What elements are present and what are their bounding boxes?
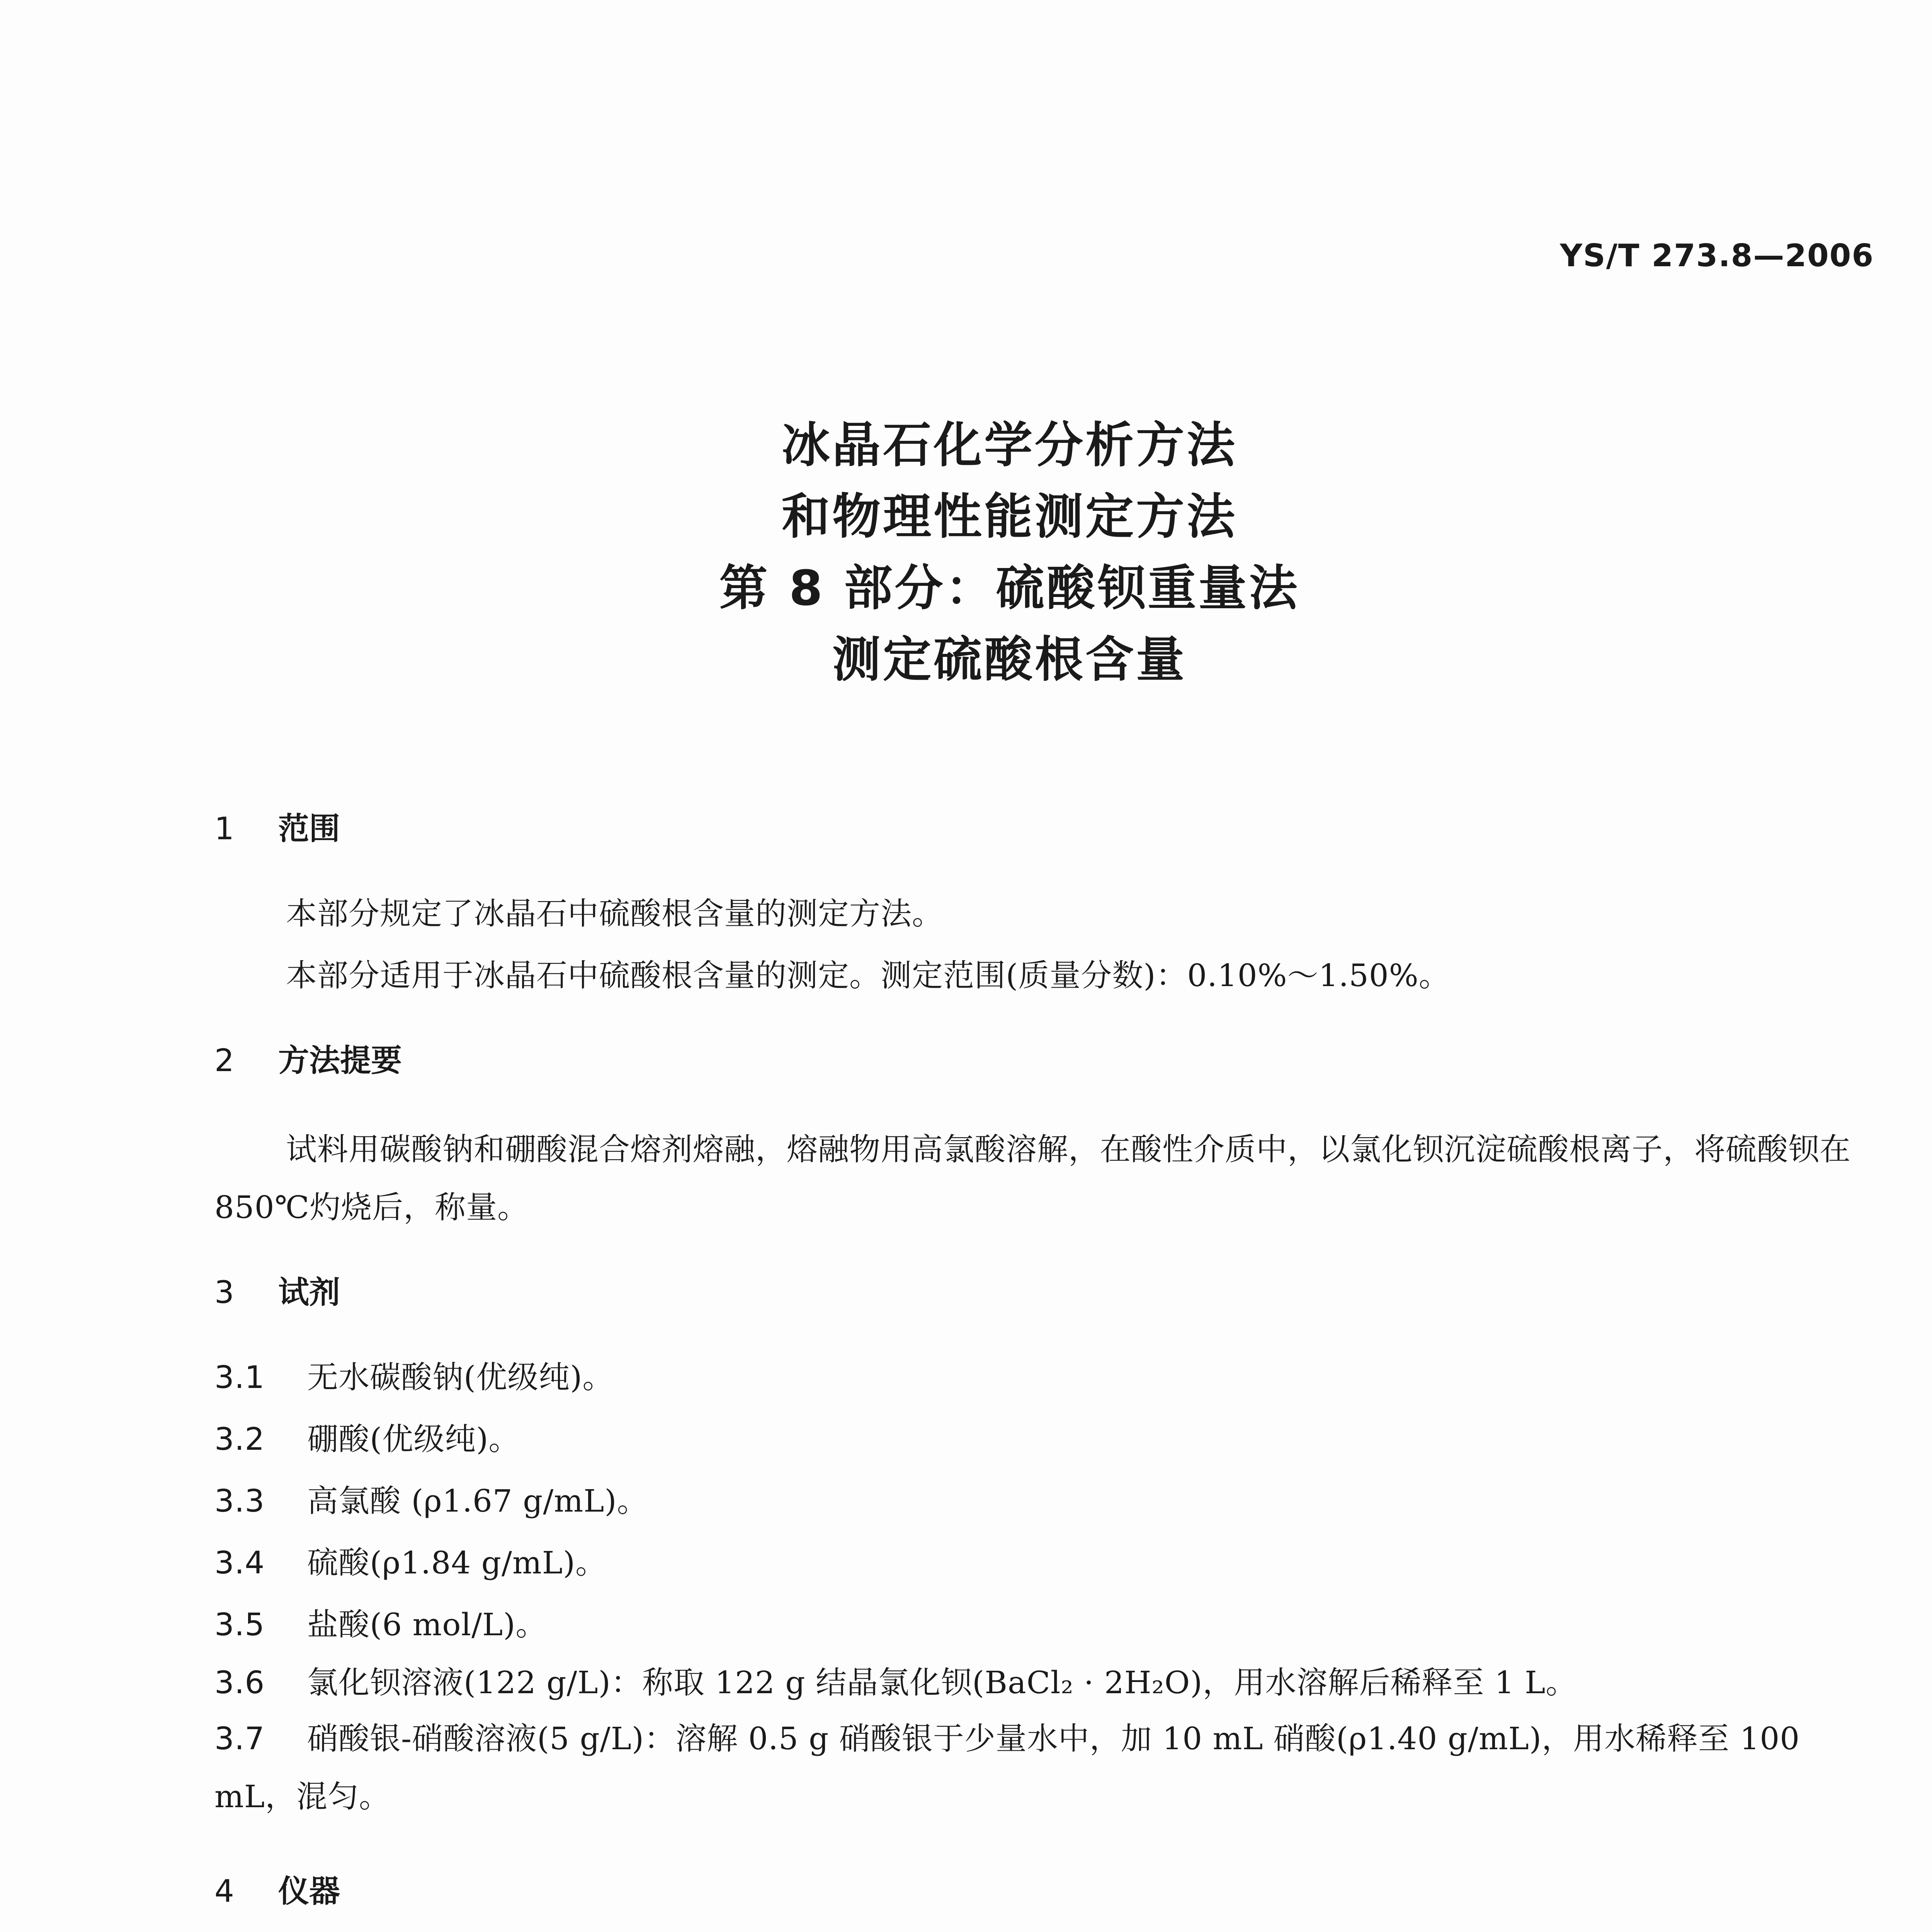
section-heading-apparatus	[214, 1866, 340, 1911]
section-title: 试剂	[278, 1274, 340, 1310]
section-number: 3	[214, 1274, 234, 1310]
paragraph: 试料用碳酸钠和硼酸混合熔剂熔融，熔融物用高氯酸溶解，在酸性介质中，以氯化钡沉淀硫酸根离子，将硫酸钡在 850℃灼烧后，称量。	[214, 1131, 1851, 1225]
paragraph: 本部分适用于冰晶石中硫酸根含量的测定。测定范围(质量分数)：0.10%～1.50%。	[286, 957, 1450, 993]
item-text: 无水碳酸钠(优级纯)。	[307, 1359, 614, 1395]
item-number: 3.3	[214, 1483, 265, 1519]
item-number: 3.6	[214, 1665, 265, 1701]
title-line: 冰晶石化学分析方法	[782, 417, 1237, 473]
list-item	[214, 1710, 1876, 1826]
item-text: 硼酸(优级纯)。	[307, 1421, 520, 1457]
item-number: 3.1	[214, 1359, 265, 1395]
item-text: 硫酸(ρ1.84 g/mL)。	[307, 1545, 607, 1581]
item-number: 3.5	[214, 1607, 265, 1643]
section-heading-scope	[214, 804, 340, 848]
item-number: 3.7	[214, 1721, 265, 1757]
list-item	[214, 1538, 607, 1582]
title-line: 测定硫酸根含量	[832, 632, 1187, 688]
item-text: 硝酸银-硝酸溶液(5 g/L)：溶解 0.5 g 硝酸银于少量水中，加 10 mL 硝酸(ρ1.40 g/mL)，用水稀释至 100 mL，混匀。	[214, 1721, 1800, 1815]
list-item	[214, 1352, 614, 1397]
list-item	[214, 1600, 547, 1644]
list-item	[214, 1658, 1577, 1702]
standard-code: YS/T 273.8—2006	[1560, 238, 1874, 274]
item-text: 盐酸(6 mol/L)。	[307, 1607, 547, 1643]
paragraph: 本部分规定了冰晶石中硫酸根含量的测定方法。	[286, 896, 943, 932]
item-number: 3.2	[214, 1421, 265, 1457]
item-text: 高氯酸 (ρ1.67 g/mL)。	[307, 1483, 648, 1519]
document-title	[0, 410, 1932, 696]
section-number: 2	[214, 1043, 234, 1078]
section-title: 方法提要	[278, 1043, 402, 1078]
list-item	[214, 1414, 520, 1459]
item-text: 氯化钡溶液(122 g/L)：称取 122 g 结晶氯化钡(BaCl₂ · 2H₂O)，用水溶解后稀释至 1 L。	[307, 1665, 1577, 1701]
section-heading-principle	[214, 1036, 402, 1080]
title-line: 和物理性能测定方法	[782, 489, 1237, 545]
section-number: 1	[214, 811, 234, 847]
title-line: 第 8 部分：硫酸钡重量法	[719, 560, 1300, 616]
list-item	[214, 1476, 648, 1520]
section-heading-reagents	[214, 1267, 340, 1312]
section-title: 仪器	[278, 1873, 340, 1909]
item-number: 3.4	[214, 1545, 265, 1581]
section-title: 范围	[278, 811, 340, 847]
section-number: 4	[214, 1873, 234, 1909]
